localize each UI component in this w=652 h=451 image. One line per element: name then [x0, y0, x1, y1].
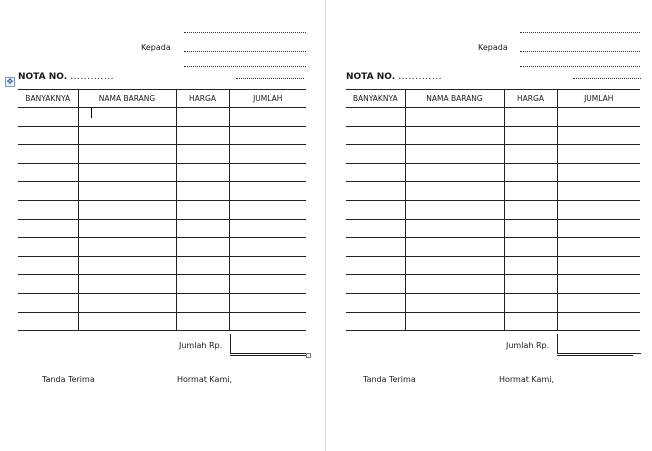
table-cell[interactable]	[78, 312, 176, 331]
total-underline	[557, 355, 633, 356]
invoice-table[interactable]	[346, 89, 640, 331]
table-cell[interactable]	[346, 256, 405, 275]
table-row	[18, 126, 306, 145]
table-cell[interactable]	[18, 312, 78, 331]
table-cell[interactable]	[557, 163, 640, 182]
table-cell[interactable]	[504, 238, 557, 257]
table-cell[interactable]	[346, 275, 405, 294]
resize-square-icon[interactable]	[306, 353, 311, 358]
table-cell[interactable]	[346, 182, 405, 201]
table-cell[interactable]	[557, 293, 640, 312]
nota-number: .............	[70, 72, 114, 82]
table-cell[interactable]	[504, 219, 557, 238]
table-row	[346, 126, 640, 145]
table-row	[18, 182, 306, 201]
table-cell[interactable]	[504, 108, 557, 127]
table-cell[interactable]	[78, 200, 176, 219]
table-row	[18, 293, 306, 312]
table-header-row	[18, 90, 306, 108]
address-line-3	[520, 66, 640, 67]
total-underline	[230, 355, 306, 356]
nota-label: NOTA NO.	[346, 72, 396, 82]
column-header-banyaknya: BANYAKNYA	[346, 90, 405, 108]
table-cell[interactable]	[229, 238, 306, 257]
table-cell[interactable]	[78, 256, 176, 275]
table-cell[interactable]	[405, 219, 504, 238]
kepada-label: Kepada	[141, 43, 171, 52]
table-cell[interactable]	[78, 275, 176, 294]
table-cell[interactable]	[176, 182, 229, 201]
table-row	[18, 312, 306, 331]
move-arrows-icon[interactable]: ✥	[6, 77, 14, 86]
table-cell[interactable]	[176, 312, 229, 331]
table-cell[interactable]	[176, 293, 229, 312]
date-line	[236, 78, 304, 79]
table-row	[346, 200, 640, 219]
table-cell[interactable]	[504, 256, 557, 275]
tanda-terima-label: Tanda Terima	[42, 375, 95, 384]
table-cell[interactable]	[557, 219, 640, 238]
table-cell[interactable]	[176, 219, 229, 238]
table-cell[interactable]	[504, 275, 557, 294]
column-header-nama-barang: NAMA BARANG	[405, 90, 504, 108]
hormat-kami-label: Hormat Kami,	[499, 375, 554, 384]
table-row	[346, 293, 640, 312]
column-header-harga: HARGA	[176, 90, 229, 108]
address-line-3	[184, 66, 306, 67]
table-row	[18, 238, 306, 257]
table-cell[interactable]	[78, 163, 176, 182]
table-cell[interactable]	[78, 293, 176, 312]
table-row	[346, 219, 640, 238]
invoice-form-right	[346, 0, 646, 451]
table-cell[interactable]	[18, 293, 78, 312]
table-cell[interactable]	[405, 293, 504, 312]
table-cell[interactable]	[78, 219, 176, 238]
table-cell[interactable]	[405, 238, 504, 257]
table-cell[interactable]	[78, 238, 176, 257]
table-cell[interactable]	[18, 182, 78, 201]
kepada-label: Kepada	[478, 43, 508, 52]
table-cell[interactable]	[346, 293, 405, 312]
invoice-table[interactable]	[18, 89, 306, 331]
page-divider	[325, 0, 326, 451]
table-cell[interactable]	[18, 126, 78, 145]
nota-label: NOTA NO.	[18, 72, 68, 82]
table-cell[interactable]	[18, 256, 78, 275]
table-cell[interactable]	[557, 126, 640, 145]
column-header-banyaknya: BANYAKNYA	[18, 90, 78, 108]
table-cell[interactable]	[78, 182, 176, 201]
table-cell[interactable]	[346, 219, 405, 238]
table-cell[interactable]	[346, 200, 405, 219]
table-cell[interactable]	[557, 312, 640, 331]
table-cell[interactable]	[557, 238, 640, 257]
table-cell[interactable]	[229, 126, 306, 145]
table-row	[18, 145, 306, 164]
table-row	[346, 108, 640, 127]
table-cell[interactable]	[176, 200, 229, 219]
table-cell[interactable]	[405, 163, 504, 182]
table-cell[interactable]	[405, 312, 504, 331]
table-cell[interactable]	[18, 219, 78, 238]
column-header-jumlah: JUMLAH	[229, 90, 306, 108]
nota-title	[18, 72, 114, 82]
table-row	[18, 163, 306, 182]
table-cell[interactable]	[78, 126, 176, 145]
table-cell[interactable]	[504, 200, 557, 219]
table-cell[interactable]	[78, 145, 176, 164]
table-cell[interactable]	[229, 182, 306, 201]
total-box[interactable]	[230, 334, 307, 354]
text-cursor	[91, 108, 92, 118]
table-cell[interactable]	[176, 238, 229, 257]
table-cell[interactable]	[229, 200, 306, 219]
table-cell[interactable]	[504, 312, 557, 331]
table-cell[interactable]	[229, 275, 306, 294]
date-line	[573, 78, 641, 79]
address-line-1	[184, 32, 306, 33]
column-header-jumlah: JUMLAH	[557, 90, 640, 108]
table-cell[interactable]	[504, 182, 557, 201]
table-cell[interactable]	[18, 145, 78, 164]
table-cell[interactable]	[229, 108, 306, 127]
table-cell[interactable]	[557, 182, 640, 201]
table-cell[interactable]	[18, 275, 78, 294]
table-cell[interactable]	[176, 256, 229, 275]
table-cell[interactable]	[557, 200, 640, 219]
column-header-harga: HARGA	[504, 90, 557, 108]
table-cell[interactable]	[504, 163, 557, 182]
table-cell[interactable]	[504, 145, 557, 164]
nota-number: .............	[398, 72, 442, 82]
table-cell[interactable]	[557, 275, 640, 294]
table-cell[interactable]	[346, 163, 405, 182]
table-cell[interactable]	[229, 145, 306, 164]
address-line-1	[520, 32, 640, 33]
table-row	[18, 108, 306, 127]
table-cell[interactable]	[405, 108, 504, 127]
table-cell[interactable]	[78, 108, 176, 127]
table-cell[interactable]	[176, 275, 229, 294]
nota-title	[346, 72, 442, 82]
table-cell[interactable]	[405, 145, 504, 164]
table-row	[346, 238, 640, 257]
table-cell[interactable]	[176, 145, 229, 164]
table-cell[interactable]	[229, 219, 306, 238]
table-cell[interactable]	[176, 163, 229, 182]
table-cell[interactable]	[504, 293, 557, 312]
table-cell[interactable]	[229, 256, 306, 275]
table-cell[interactable]	[346, 108, 405, 127]
table-cell[interactable]	[557, 108, 640, 127]
table-row	[18, 256, 306, 275]
hormat-kami-label: Hormat Kami,	[177, 375, 232, 384]
table-cell[interactable]	[346, 238, 405, 257]
table-cell[interactable]	[229, 312, 306, 331]
column-header-nama-barang: NAMA BARANG	[78, 90, 176, 108]
table-cell[interactable]	[229, 293, 306, 312]
table-header-row	[346, 90, 640, 108]
table-row	[346, 182, 640, 201]
table-cell[interactable]	[557, 145, 640, 164]
table-cell[interactable]	[405, 182, 504, 201]
table-row	[346, 145, 640, 164]
address-line-2	[520, 51, 640, 52]
table-row	[346, 312, 640, 331]
table-cell[interactable]	[405, 126, 504, 145]
table-cell[interactable]	[18, 108, 78, 127]
table-cell[interactable]	[346, 312, 405, 331]
table-cell[interactable]	[18, 238, 78, 257]
table-row	[346, 256, 640, 275]
table-row	[346, 275, 640, 294]
table-cell[interactable]	[504, 126, 557, 145]
table-row	[18, 200, 306, 219]
table-cell[interactable]	[229, 163, 306, 182]
table-row	[18, 275, 306, 294]
total-box[interactable]	[557, 334, 641, 354]
tanda-terima-label: Tanda Terima	[363, 375, 416, 384]
table-cell[interactable]	[346, 126, 405, 145]
address-line-2	[184, 51, 306, 52]
table-cell[interactable]	[557, 256, 640, 275]
table-cell[interactable]	[405, 200, 504, 219]
table-cell[interactable]	[18, 163, 78, 182]
invoice-form-left	[18, 0, 318, 451]
table-cell[interactable]	[405, 256, 504, 275]
table-cell[interactable]	[346, 145, 405, 164]
table-cell[interactable]	[176, 108, 229, 127]
table-cell[interactable]	[18, 200, 78, 219]
table-row	[18, 219, 306, 238]
table-cell[interactable]	[176, 126, 229, 145]
jumlah-label: Jumlah Rp.	[179, 341, 223, 350]
table-row	[346, 163, 640, 182]
table-cell[interactable]	[405, 275, 504, 294]
jumlah-label: Jumlah Rp.	[506, 341, 550, 350]
